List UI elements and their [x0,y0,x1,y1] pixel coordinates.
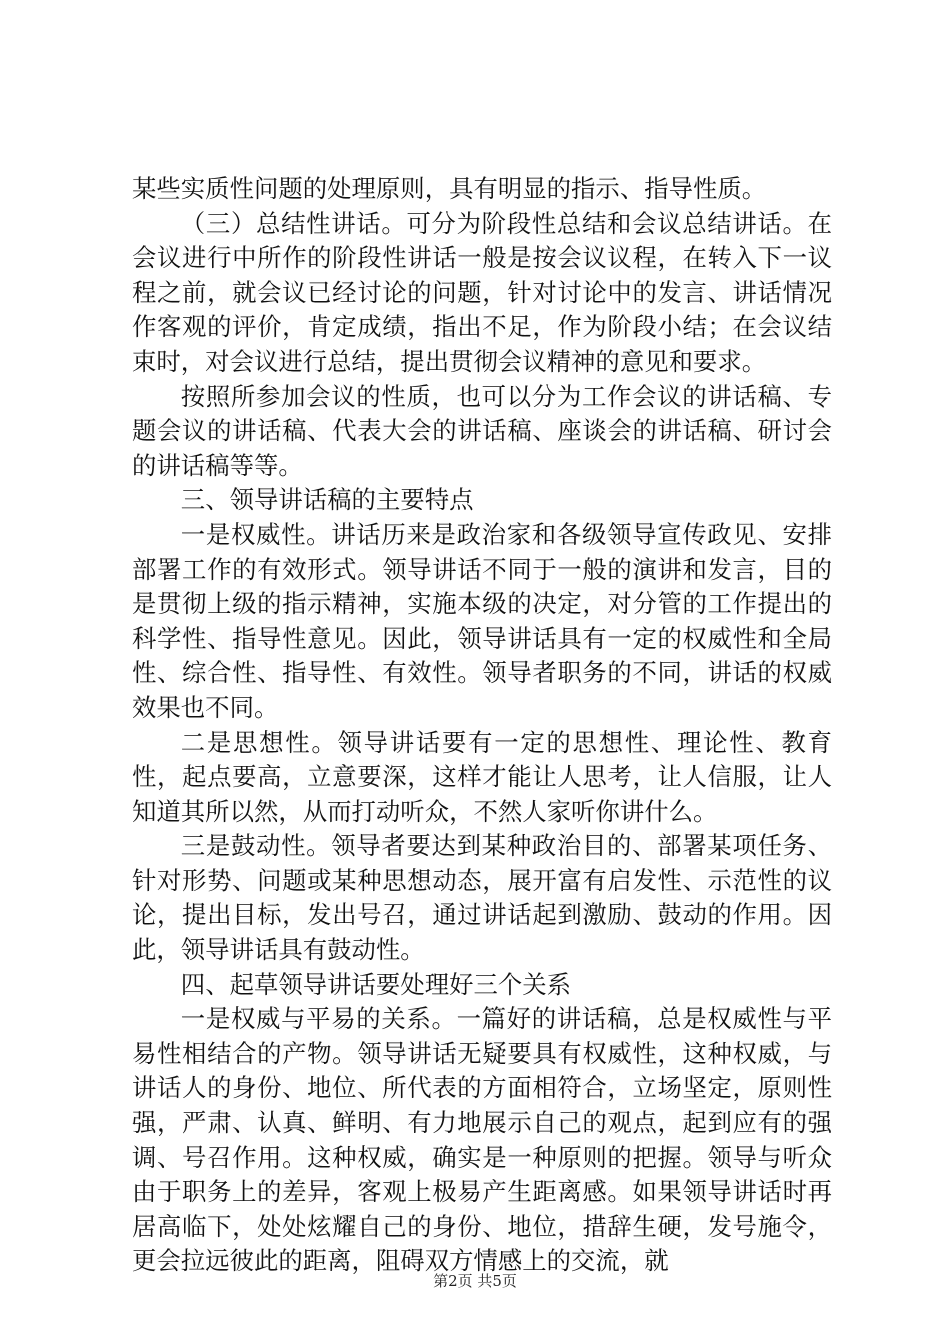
paragraph-authority-vs-plainness: 一是权威与平易的关系。一篇好的讲话稿，总是权威性与平易性相结合的产物。领导讲话无疑要具有权威性，这种权威，与讲话人的身份、地位、所代表的方面相符合，立场坚定，原则性强，严肃、认真、鲜明、有力地展示自己的观点，起到应有的强调、号召作用。这种权威，确实是一种原则的把握。领导与听众由于职务上的差异，客观上极易产生距离感。如果领导讲话时再居高临下，处处炫耀自己的身份、地位，措辞生硬，发号施令，更会拉远彼此的距离，阻碍双方情感上的交流，就 [132,1004,832,1276]
section-heading-relations: 四、起草领导讲话要处理好三个关系 [180,969,572,999]
paragraph-meeting-types: 按照所参加会议的性质，也可以分为工作会议的讲话稿、专题会议的讲话稿、代表大会的讲话稿、座谈会的讲话稿、研讨会的讲话稿等等。 [132,381,832,480]
section-heading-features: 三、领导讲话稿的主要特点 [180,485,474,515]
paragraph-continuation: 某些实质性问题的处理原则，具有明显的指示、指导性质。 [132,174,767,203]
paragraph-motivation: 三是鼓动性。领导者要达到某种政治目的、部署某项任务、针对形势、问题或某种思想动态，展开富有启发性、示范性的议论，提出目标，发出号召，通过讲话起到激励、鼓动的作用。因此，领导讲话具有鼓动性。 [132,831,832,965]
page-number-footer: 第2页 共5页 [433,1272,517,1290]
paragraph-ideology: 二是思想性。领导讲话要有一定的思想性、理论性、教育性，起点要高，立意要深，这样才能让人思考，让人信服，让人知道其所以然，从而打动听众，不然人家听你讲什么。 [132,727,832,826]
paragraph-authority: 一是权威性。讲话历来是政治家和各级领导宣传政见、安排部署工作的有效形式。领导讲话不同于一般的演讲和发言，目的是贯彻上级的指示精神，实施本级的决定，对分管的工作提出的科学性、指导性意见。因此，领导讲话具有一定的权威性和全局性、综合性、指导性、有效性。领导者职务的不同，讲话的权威效果也不同。 [132,519,832,722]
document-body [132,172,832,1279]
paragraph-summary-speech: （三）总结性讲话。可分为阶段性总结和会议总结讲话。在会议进行中所作的阶段性讲话一般是按会议议程，在转入下一议程之前，就会议已经讨论的问题，针对讨论中的发言、讲话情况作客观的评价，肯定成绩，指出不足，作为阶段小结；在会议结束时，对会议进行总结，提出贯彻会议精神的意见和要求。 [132,208,832,376]
